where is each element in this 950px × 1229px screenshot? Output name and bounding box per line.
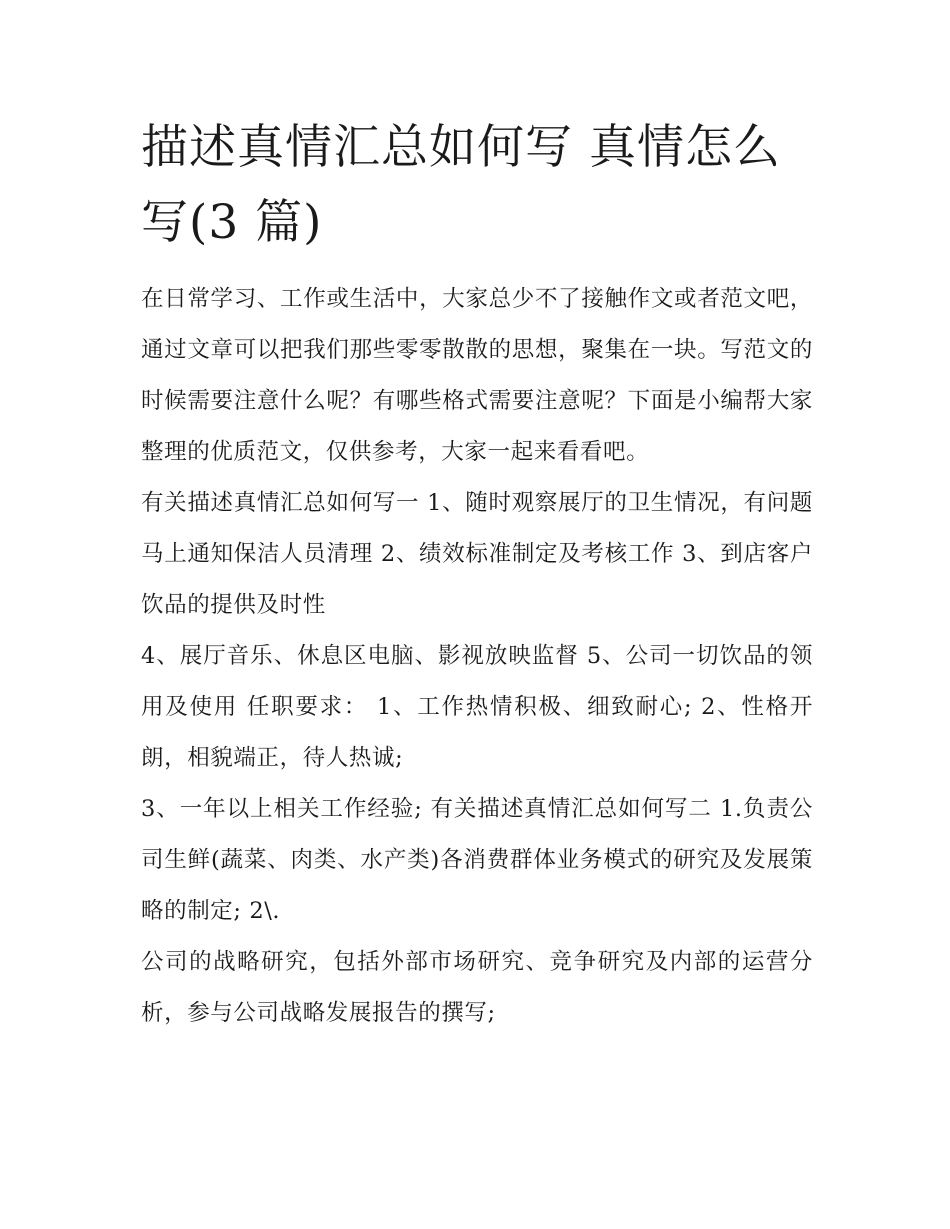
paragraph-part-one: 有关描述真情汇总如何写一 1、随时观察展厅的卫生情况，有问题马上通知保洁人员清理 2、绩效标准制定及考核工作 3、到店客户饮品的提供及时性 [141,490,813,618]
document-body [141,274,813,1039]
paragraph-strategy: 公司的战略研究，包括外部市场研究、竞争研究及内部的运营分析，参与公司战略发展报告的撰写; [141,949,813,1026]
paragraph-intro: 在日常学习、工作或生活中，大家总少不了接触作文或者范文吧，通过文章可以把我们那些零零散散的思想，聚集在一块。写范文的时候需要注意什么呢？有哪些格式需要注意呢？下面是小编帮大家整理的优质范文，仅供参考，大家一起来看看吧。 [141,286,813,465]
paragraph-part-two: 3、一年以上相关工作经验; 有关描述真情汇总如何写二 1.负责公司生鲜(蔬菜、肉类、水产类)各消费群体业务模式的研究及发展策略的制定; 2\. [141,796,813,924]
paragraph-requirements: 4、展厅音乐、休息区电脑、影视放映监督 5、公司一切饮品的领用及使用 任职要求： 1、工作热情积极、细致耐心; 2、性格开朗，相貌端正，待人热诚; [141,643,813,771]
document-page [141,110,813,1039]
document-title: 描述真情汇总如何写 真情怎么写(3 篇) [141,120,781,250]
